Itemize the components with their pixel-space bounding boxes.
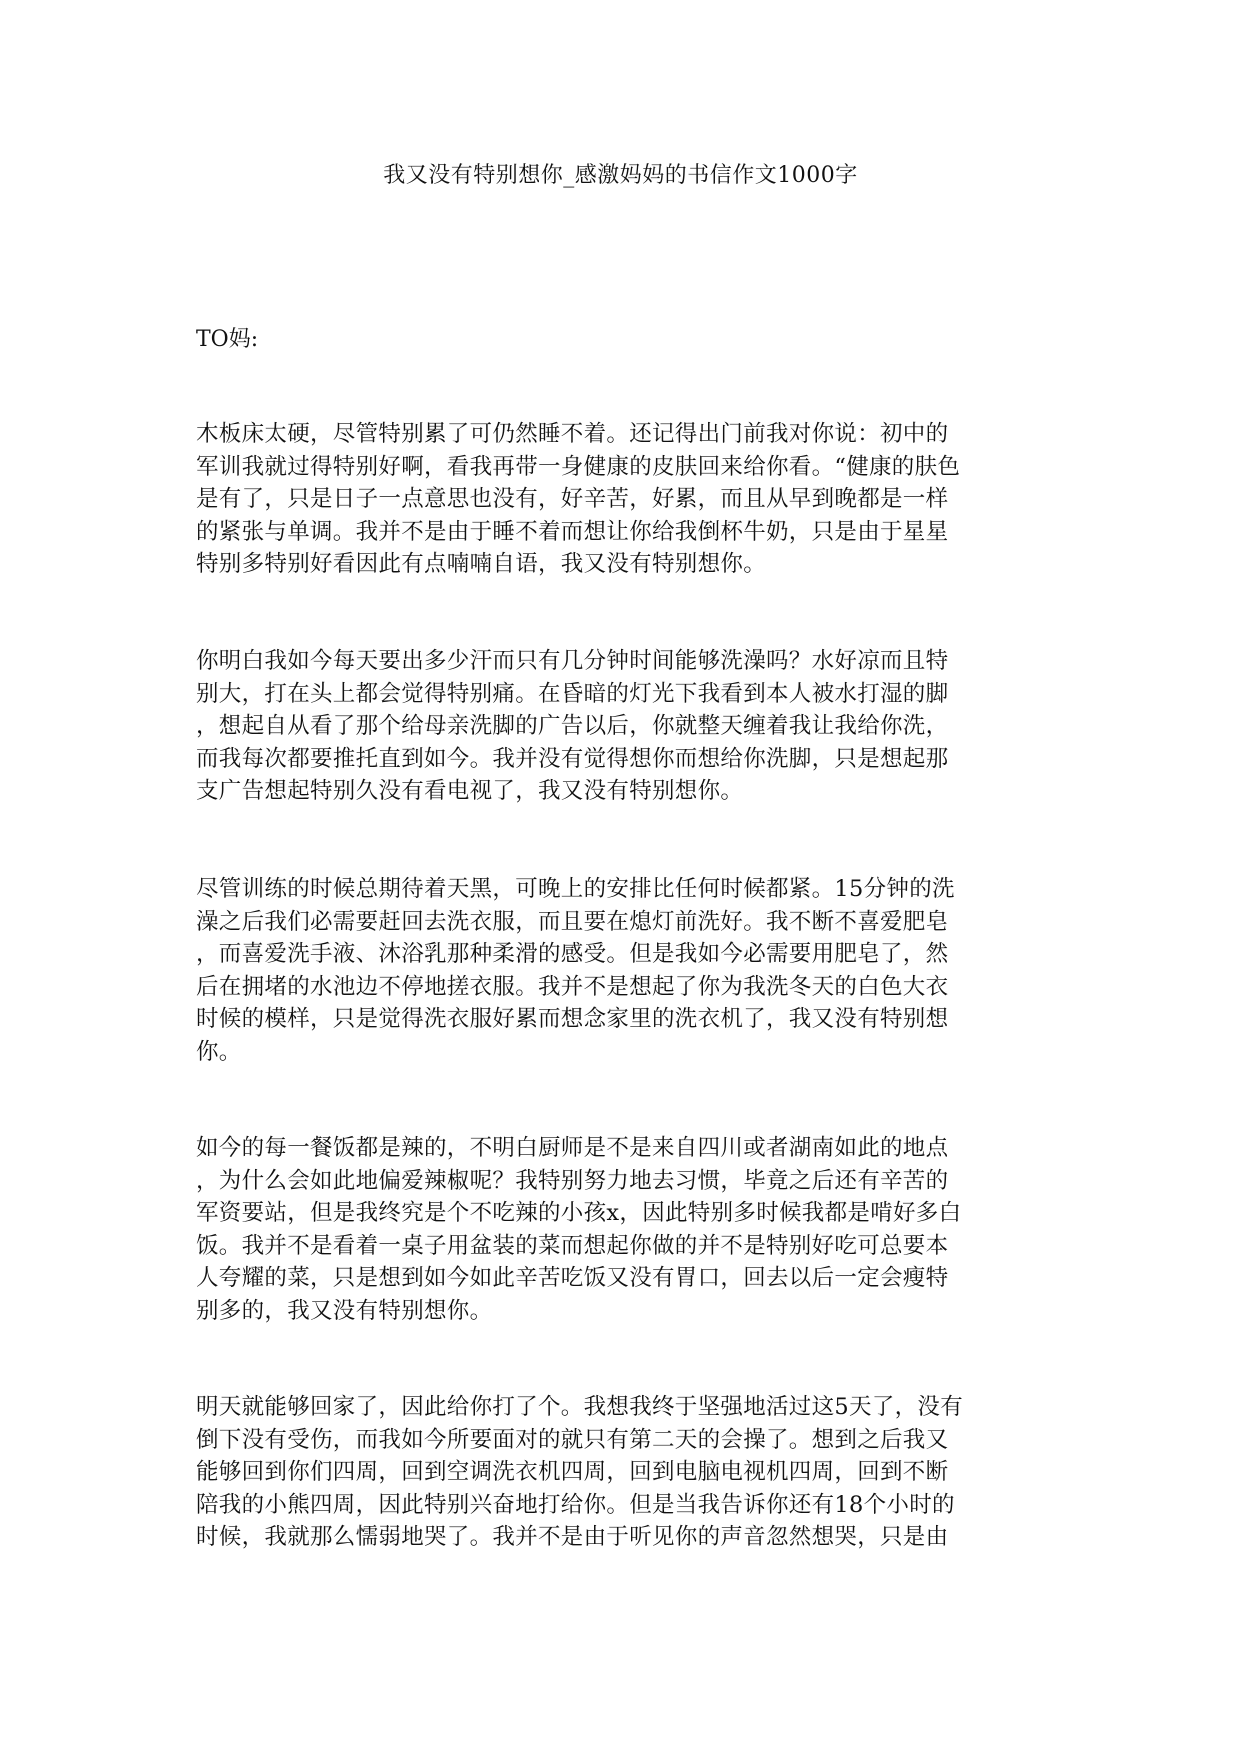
paragraph-line: 是有了，只是日子一点意思也没有，好辛苦，好累，而且从早到晚都是一样 [196,486,949,512]
paragraph-line: 支广告想起特别久没有看电视了，我又没有特别想你。 [196,778,744,804]
paragraph-line: 如今的每一餐饭都是辣的，不明白厨师是不是来自四川或者湖南如此的地点 [196,1135,949,1161]
paragraph-line: 倒下没有受伤，而我如今所要面对的就只有第二天的会操了。想到之后我又 [196,1426,949,1453]
paragraph-line: 后在拥堵的水池边不停地搓衣服。我并不是想起了你为我洗冬天的白色大衣 [196,973,949,1000]
paragraph-line: 而我每次都要推托直到如今。我并没有觉得想你而想给你洗脚，只是想起那 [196,745,949,772]
paragraph-line: 你。 [196,1038,242,1065]
paragraph-line: 人夸耀的菜，只是想到如今如此辛苦吃饭又没有胃口，回去以后一定会瘦特 [196,1265,949,1291]
paragraph-line: ，想起自从看了那个给母亲洗脚的广告以后，你就整天缠着我让我给你洗， [196,713,949,739]
paragraph-line: 别多的，我又没有特别想你。 [196,1297,493,1324]
paragraph-line: 明天就能够回家了，因此给你打了个。我想我终于坚强地活过这5天了，没有 [196,1394,964,1420]
paragraph-line: 别大，打在头上都会觉得特别痛。在昏暗的灯光下我看到本人被水打湿的脚 [196,680,949,707]
paragraph-5 [196,1391,1036,1554]
paragraph-line: 时候，我就那么懦弱地哭了。我并不是由于听见你的声音忽然想哭，只是由 [196,1524,949,1550]
paragraph-line: 军训我就过得特别好啊，看我再带一身健康的皮肤回来给你看。“健康的肤色 [196,453,961,480]
paragraph-line: 你明白我如今每天要出多少汗而只有几分钟时间能够洗澡吗？水好凉而且特 [196,648,949,674]
paragraph-line: 陪我的小熊四周，因此特别兴奋地打给你。但是当我告诉你还有18个小时的 [196,1491,955,1518]
paragraph-line: 饭。我并不是看着一桌子用盆装的菜而想起你做的并不是特别好吃可总要本 [196,1232,949,1259]
paragraph-line: 的紧张与单调。我并不是由于睡不着而想让你给我倒杯牛奶，只是由于星星 [196,518,949,545]
paragraph-line: ，为什么会如此地偏爱辣椒呢？我特别努力地去习惯，毕竟之后还有辛苦的 [196,1167,949,1194]
paragraph-1 [196,418,1036,581]
paragraph-line: ，而喜爱洗手液、沐浴乳那种柔滑的感受。但是我如今必需要用肥皂了，然 [196,941,949,967]
paragraph-line: 木板床太硬，尽管特别累了可仍然睡不着。还记得出门前我对你说：初中的 [196,421,949,447]
paragraph-2 [196,645,1036,808]
paragraph-3 [196,873,1036,1068]
paragraph-line: 军资要站，但是我终究是个不吃辣的小孩x，因此特别多时候我都是啃好多白 [196,1200,962,1226]
paragraph-line: 时候的模样，只是觉得洗衣服好累而想念家里的洗衣机了，我又没有特别想 [196,1006,949,1032]
paragraph-line: 澡之后我们必需要赶回去洗衣服，而且要在熄灯前洗好。我不断不喜爱肥皂 [196,908,949,935]
salutation: TO妈: [196,327,259,352]
document-title: 我又没有特别想你_感激妈妈的书信作文1000字 [383,163,858,188]
paragraph-4 [196,1132,1036,1327]
paragraph-line: 特别多特别好看因此有点喃喃自语，我又没有特别想你。 [196,551,767,577]
paragraph-line: 尽管训练的时候总期待着天黑，可晚上的安排比任何时候都紧。15分钟的洗 [196,876,955,902]
paragraph-line: 能够回到你们四周，回到空调洗衣机四周，回到电脑电视机四周，回到不断 [196,1459,949,1485]
